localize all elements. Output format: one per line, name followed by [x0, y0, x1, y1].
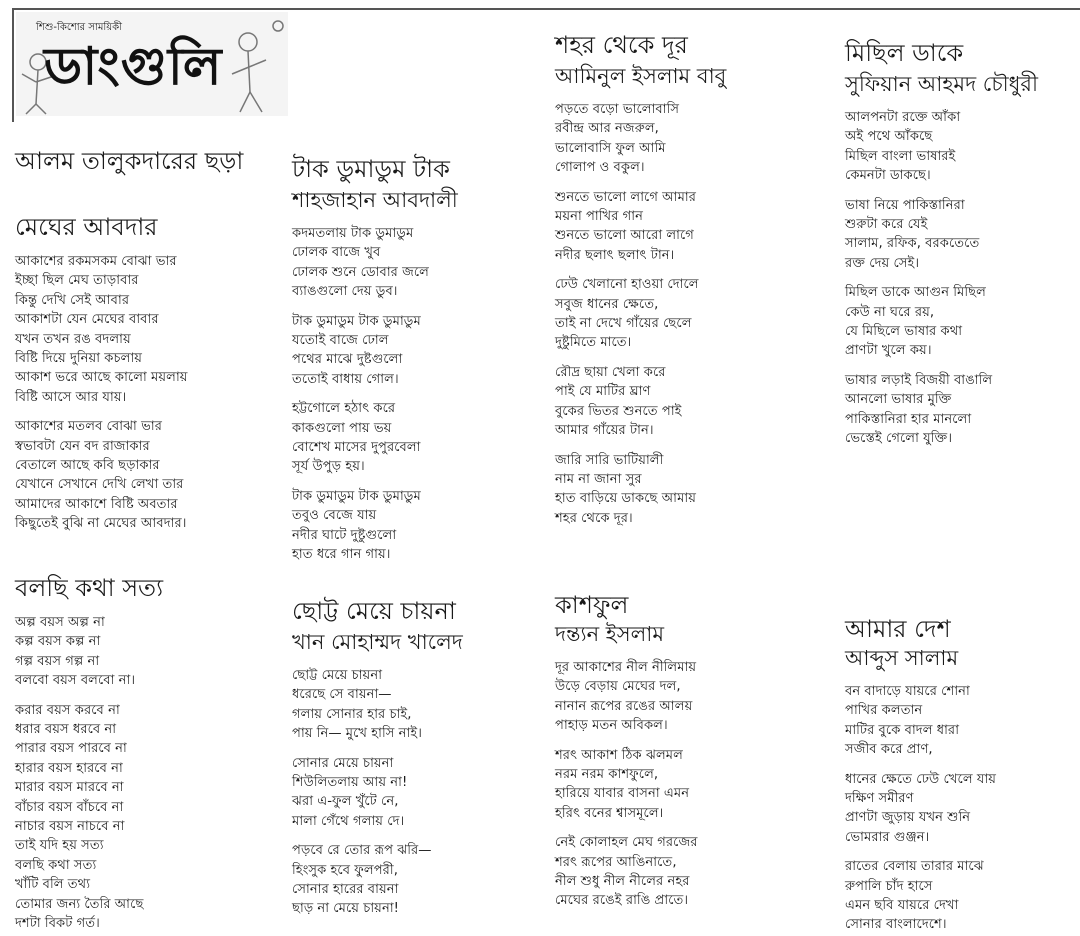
poem-line: উড়ে বেড়ায় মেঘের দল,: [555, 679, 681, 695]
poem-title-chhotto: ছোট্ট মেয়ে চায়না: [292, 597, 456, 625]
poem-line: নদীর ঘাটে দুষ্টুগুলো: [292, 527, 397, 543]
poem-line: হারিয়ে যাবার বাসনা এমন: [555, 786, 690, 802]
poem-line: হারার বয়স হারবে না: [15, 760, 123, 776]
poem-line: নেই কোলাহল মেঘ গরজের: [555, 835, 698, 851]
poem-line: কাকগুলো পায় ভয়: [292, 420, 392, 436]
stanza: [845, 108, 1038, 186]
poem-line: শিউলিতলায় আয় না!: [292, 775, 408, 791]
poem-line: নাচার বয়স নাচবে না: [15, 819, 125, 835]
poem-title-michhil: মিছিল ডাকে: [845, 39, 964, 67]
poem-line: কেউ না ঘরে রয়,: [845, 304, 935, 320]
masthead-logo: [16, 12, 288, 116]
poem-line: ধরার বয়স ধরবে না: [15, 722, 117, 738]
poem-line: মেঘের রঙেই রাঙি প্রাতে।: [555, 893, 689, 909]
poem-line: বন বাদাড়ে যায়রে শোনা: [845, 684, 970, 699]
poem-line: বলছি কথা সত্য: [15, 857, 97, 873]
stanza: [555, 658, 698, 736]
poem-line: ময়না পাখির গান: [555, 209, 643, 225]
poem-line: বেতালে আছে কবি ছড়াকার: [15, 458, 160, 474]
poet-name-michhil: সুফিয়ান আহমদ চৌধুরী: [845, 72, 1038, 96]
poem-line: যেখানে সেখানে দেখি লেখা তার: [15, 477, 184, 493]
poem-title-taak: টাক ডুমাডুম টাক: [292, 155, 450, 183]
poem-line: পায় নি— মুখে হাসি নাই।: [292, 726, 422, 742]
poet-name-taak: শাহজাহান আবদালী: [292, 188, 458, 212]
poem-line: সবুজ ধানের ক্ষেতে,: [555, 296, 659, 312]
poem-line: আনলো ভাষার মুক্তি: [845, 392, 952, 408]
poem-line: কদমতলায় টাক ডুমাডুম: [292, 226, 414, 241]
poem-line: দুষ্টুমিতে মাতে।: [555, 335, 632, 351]
poem-line: নরম নরম কাশফুলে,: [555, 767, 659, 783]
stanza: [292, 224, 458, 302]
poem-line: বিষ্টি আসে আর যায়।: [15, 389, 127, 405]
poem-line: শহর থেকে দূর।: [555, 510, 633, 526]
poem-line: হাত বাড়িয়ে ডাকছে আমায়: [555, 491, 696, 507]
stanza: [555, 451, 726, 529]
poem-body-bolchhi-kotha: [15, 613, 163, 934]
poem-line: ইচ্ছা ছিল মেঘ তাড়াবার: [15, 273, 139, 289]
poem-line: আকাশ ভরে আছে কালো ময়লায়: [15, 370, 188, 386]
poem-line: ভালোবাসি ফুল আমি: [555, 140, 666, 156]
poem-line: কিছুতেই বুঝি না মেঘের আবদার।: [15, 516, 187, 532]
stanza: [555, 746, 698, 824]
poem-body-shohor: [555, 100, 726, 528]
poem-line: আকাশটা যেন মেঘের বাবার: [15, 312, 159, 328]
column-2-lower: [292, 596, 463, 919]
poem-line: ঝরা এ-ফুল খুঁটে নে,: [292, 794, 399, 810]
poem-line: যখন তখন রঙ বদলায়: [15, 331, 131, 347]
stanza: [15, 252, 243, 407]
stanza: [292, 666, 463, 744]
column-3-lower: [555, 590, 698, 911]
poet-name-shohor: আমিনুল ইসলাম বাবু: [555, 64, 727, 88]
poet-name-chhotto: খান মোহাম্মদ খালেদ: [292, 630, 463, 654]
column-2: [292, 154, 458, 565]
poem-line: নাম না জানা সুর: [555, 471, 642, 487]
poem-body-amar-desh: [845, 682, 996, 935]
poem-line: সজীব করে প্রাণ,: [845, 742, 933, 758]
poem-line: মিছিল ডাকে আগুন মিছিল: [845, 285, 986, 301]
stanza: [845, 857, 996, 935]
poem-line: আকাশের রকমসকম বোঝা ভার: [15, 254, 177, 269]
poet-name-kashful: দন্ত্যন ইসলাম: [555, 622, 664, 646]
poem-line: সোনার বাংলাদেশে।: [845, 917, 947, 933]
poem-body-megher-abdar: [15, 252, 243, 534]
poem-line: যতোই বাজে ঢোল: [292, 333, 389, 349]
poem-line: অই পথে আঁকছে: [845, 129, 933, 145]
poem-line: কল্প বয়স কল্প না: [15, 634, 101, 650]
poem-line: ভোমরার গুঞ্জন।: [845, 829, 930, 845]
poem-line: শুনতে ভালো আরো লাগে: [555, 228, 694, 244]
poem-line: ধানের ক্ষেতে ঢেউ খেলে যায়: [845, 771, 997, 787]
poem-line: নীল শুধু নীল নীলের নহর: [555, 874, 690, 890]
stanza: [292, 312, 458, 390]
stanza: [555, 100, 726, 178]
poem-title-bolchhi-kotha: বলছি কথা সত্য: [15, 574, 164, 602]
poem-line: পথের মাঝে দুষ্টগুলো: [292, 352, 403, 368]
poem-line: শরৎ রূপের আঙিনাতে,: [555, 854, 677, 870]
poem-line: গলায় সোনার হার চাই,: [292, 706, 412, 722]
stanza: [292, 399, 458, 477]
poem-line: ততোই বাধায় গোল।: [292, 371, 399, 387]
poem-line: ঢোলক বাজে খুব: [292, 245, 381, 261]
poem-line: ছাড় না মেয়ে চায়না!: [292, 901, 399, 917]
masthead-subtitle: শিশু-কিশোর সাময়িকী: [36, 22, 123, 33]
poem-line: মারার বয়স মারবে না: [15, 780, 124, 796]
poem-line: হট্টগোলে হঠাৎ করে: [292, 401, 396, 417]
poem-line: শুরুটা করে যেই: [845, 217, 928, 233]
poem-line: পড়বে রে তোর রূপ ঝরি—: [292, 843, 432, 859]
stanza: [845, 371, 1038, 449]
poem-line: হিংসুক হবে ফুলপরী,: [292, 862, 398, 878]
poem-line: তবুও বেজে যায়: [292, 508, 377, 524]
column-4: [845, 38, 1038, 449]
poem-line: মিছিল বাংলা ভাষারই: [845, 148, 956, 164]
stanza: [845, 283, 1038, 361]
poem-line: ঢোলক শুনে ডোবার জলে: [292, 264, 430, 280]
poem-line: দক্ষিণ সমীরণ: [845, 791, 914, 807]
poem-line: সোনার হারের বায়না: [292, 882, 399, 898]
poem-line: করার বয়স করবে না: [15, 702, 120, 718]
poem-line: হরিৎ বনের শ্বাসমূলে।: [555, 805, 664, 821]
column-1-lower: [15, 573, 163, 934]
poem-line: গল্প বয়স গল্প না: [15, 653, 100, 669]
poem-line: ধরেছে সে বায়না—: [292, 687, 392, 703]
poem-line: টাক ডুমাডুম টাক ডুমাডুম: [292, 313, 421, 329]
poem-line: রবীন্দ্র আর নজরুল,: [555, 121, 659, 137]
poem-line: সূর্য উপুড় হয়।: [292, 459, 365, 475]
masthead-title: ডাংগুলি: [44, 37, 223, 97]
poem-line: পাই যে মাটির ঘ্রাণ: [555, 384, 651, 400]
poem-line: পাখির কলতান: [845, 703, 923, 719]
poem-body-chhotto: [292, 666, 463, 919]
poem-line: জারি সারি ভাটিয়ালী: [555, 452, 664, 468]
poem-body-taak: [292, 224, 458, 565]
column-4-lower: [845, 614, 996, 935]
stanza: [292, 487, 458, 565]
poem-line: পাহাড় মতন অবিকল।: [555, 718, 668, 734]
poem-line: মালা গেঁথে গলায় দে।: [292, 813, 405, 829]
poem-line: দূর আকাশের নীল নীলিমায়: [555, 660, 697, 675]
poem-line: নদীর ছলাৎ ছলাৎ টান।: [555, 247, 675, 263]
poem-line: পাকিস্তানিরা হার মানলো: [845, 411, 972, 427]
poem-line: ঢেউ খেলানো হাওয়া দোলে: [555, 277, 699, 293]
poem-line: সোনার মেয়ে চায়না: [292, 755, 394, 771]
poem-title-kashful: কাশফুল: [555, 591, 629, 619]
poem-title-shohor: শহর থেকে দূর: [555, 31, 688, 59]
poem-body-michhil: [845, 108, 1038, 449]
poem-line: কিন্তু দেখি সেই আবার: [15, 292, 130, 308]
stanza: [555, 188, 726, 266]
poem-line: প্রাণটা খুলে কয়।: [845, 343, 932, 359]
poem-title-megher-abdar: মেঘের আবদার: [15, 213, 158, 241]
stanza: [845, 196, 1038, 274]
stanza: [15, 701, 163, 934]
poem-line: হাত ধরে গান গায়।: [292, 547, 391, 563]
poem-line: শুনতে ভালো লাগে আমার: [555, 189, 696, 205]
poem-line: এমন ছবি যায়রে দেখা: [845, 898, 959, 914]
poet-name-amar-desh: আব্দুস সালাম: [845, 646, 959, 670]
poem-line: অল্প বয়স অল্প না: [15, 615, 105, 630]
poem-line: বিষ্টি দিয়ে দুনিয়া কচলায়: [15, 351, 143, 367]
poem-line: আমাদের আকাশে বিষ্টি অবতার: [15, 496, 178, 512]
poem-line: তোমার জন্য তৈরি আছে: [15, 896, 144, 912]
poem-line: বুকের ভিতর শুনতে পাই: [555, 403, 682, 419]
poem-line: প্রাণটা জুড়ায় যখন শুনি: [845, 810, 971, 826]
poem-line: খাঁটি বলি তথ্য: [15, 877, 91, 893]
poem-line: রৌদ্র ছায়া খেলা করে: [555, 364, 666, 380]
column-3: [555, 30, 726, 528]
poem-line: নানান রূপের রঙের আলয়: [555, 698, 693, 714]
poem-title-amar-desh: আমার দেশ: [845, 615, 951, 643]
poem-line: গোলাপ ও বকুল।: [555, 160, 645, 176]
poem-line: রক্ত দেয় সেই।: [845, 255, 920, 271]
poem-line: কেমনটা ডাকছে।: [845, 168, 931, 184]
poem-line: যে মিছিলে ভাষার কথা: [845, 324, 963, 340]
stanza: [15, 417, 243, 533]
poem-line: শরৎ আকাশ ঠিক ঝলমল: [555, 747, 683, 763]
poem-line: আমার গাঁয়ের টান।: [555, 423, 654, 439]
poem-line: সালাম, রফিক, বরকতেতে: [845, 236, 980, 252]
stanza: [15, 613, 163, 691]
stanza: [845, 682, 996, 760]
poem-line: রাতের বেলায় তারার মাঝে: [845, 859, 984, 875]
poem-line: ভাষা নিয়ে পাকিস্তানিরা: [845, 197, 965, 213]
poem-line: আলপনটা রক্তে আঁকা: [845, 110, 961, 125]
poem-line: পড়তে বড়ো ভালোবাসি: [555, 102, 680, 117]
poem-line: ব্যাঙগুলো দেয় ডুব।: [292, 284, 398, 300]
poem-line: মাটির বুকে বাদল ধারা: [845, 722, 960, 738]
poem-line: বলবো বয়স বলবো না।: [15, 673, 136, 689]
poem-line: দশটা বিকট গর্ত।: [15, 916, 100, 932]
stanza: [555, 275, 726, 353]
stanza: [555, 833, 698, 911]
poet-heading-alam: আলম তালুকদারের ছড়া: [15, 147, 244, 175]
stanza: [292, 754, 463, 832]
poem-line: ছোট্ট মেয়ে চায়না: [292, 668, 383, 683]
stanza: [555, 363, 726, 441]
poem-line: বাঁচার বয়স বাঁচবে না: [15, 799, 124, 815]
poem-line: তাই যদি হয় সত্য: [15, 838, 104, 854]
poem-line: পারার বয়স পারবে না: [15, 741, 127, 757]
stanza: [292, 841, 463, 919]
poem-line: রুপালি চাঁদ হাসে: [845, 878, 933, 894]
poem-line: স্বভাবটা যেন বদ রাজাকার: [15, 438, 150, 454]
stanza: [845, 770, 996, 848]
poem-line: টাক ডুমাডুম টাক ডুমাডুম: [292, 488, 421, 504]
poem-line: আকাশের মতলব বোঝা ভার: [15, 419, 162, 435]
poem-line: বোশেখ মাসের দুপুরবেলা: [292, 440, 421, 456]
poem-line: ভেস্তেই গেলো যুক্তি।: [845, 431, 953, 447]
poem-body-kashful: [555, 658, 698, 911]
poem-line: তাই না দেখে গাঁয়ের ছেলে: [555, 316, 692, 332]
poem-line: ভাষার লড়াই বিজয়ী বাঙালি: [845, 372, 993, 388]
column-1: [15, 146, 243, 534]
